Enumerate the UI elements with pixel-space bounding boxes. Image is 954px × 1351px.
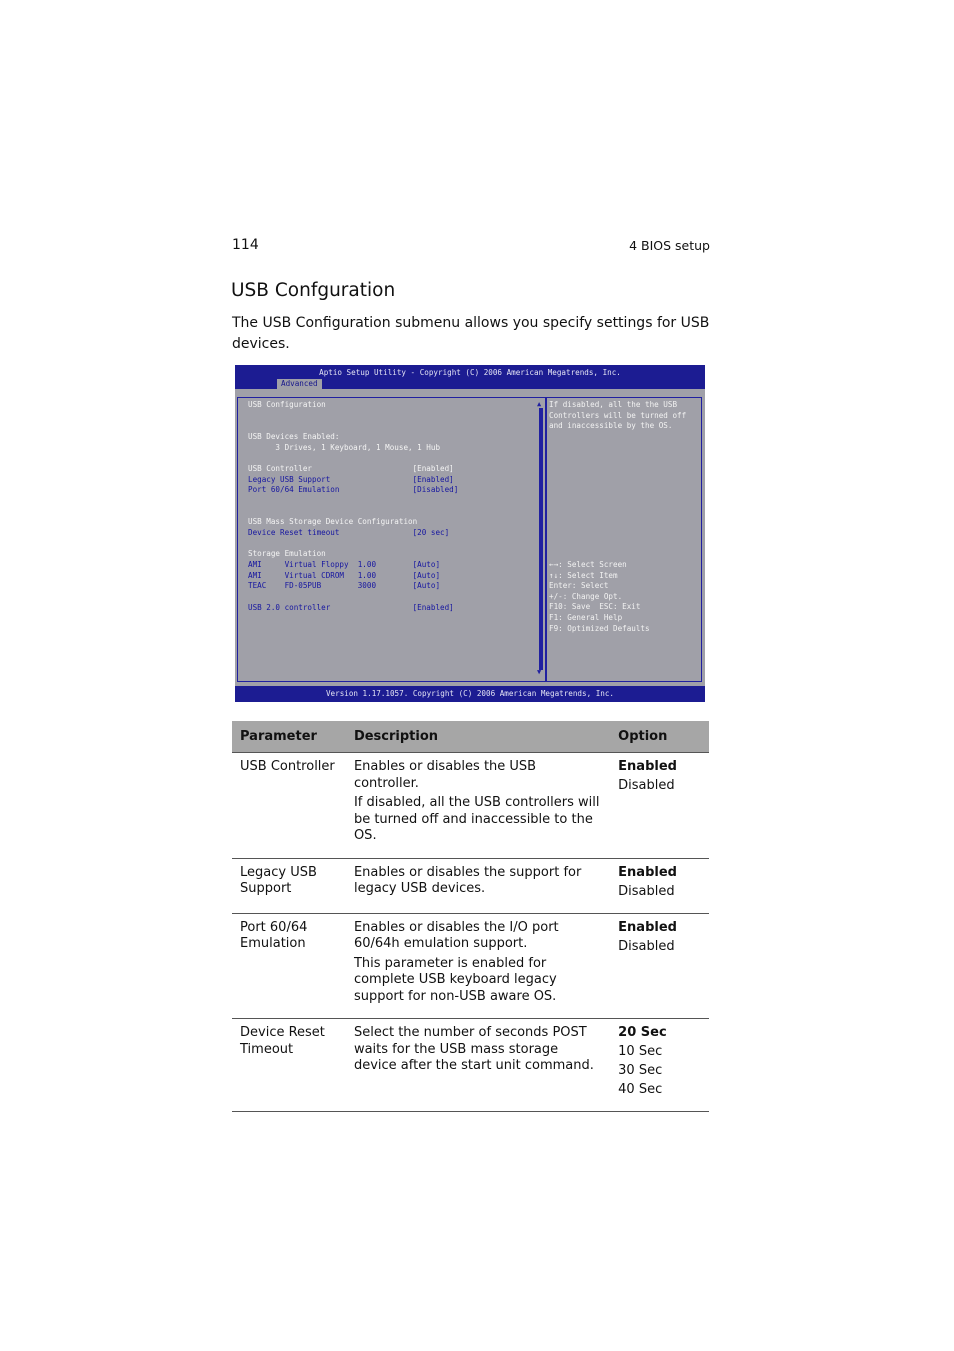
table-row — [232, 858, 709, 913]
param-cell: Device Reset Timeout — [232, 1019, 346, 1112]
bios-usb-devices-value: 3 Drives, 1 Keyboard, 1 Mouse, 1 Hub — [248, 443, 441, 452]
bios-scrollbar — [539, 408, 543, 670]
option-default: Enabled — [618, 919, 677, 935]
description-text: Enables or disables the support for legacy USB devices. — [353, 864, 582, 896]
bios-key-legend: ←→: Select Screen ↑↓: Select Item Enter: Select +/-: Change Opt. F10: Save ESC: Exit F1: General Help F9: Optimized Defaults — [549, 560, 650, 633]
col-header-description: Description — [346, 721, 610, 753]
bios-divider — [545, 397, 547, 682]
bios-item-usb2-controller: USB 2.0 controller [Enabled] — [248, 603, 454, 612]
bios-usb-devices-label: USB Devices Enabled: — [248, 432, 340, 441]
param-cell: Port 60/64 Emulation — [232, 913, 346, 1019]
col-header-parameter: Parameter — [232, 721, 346, 753]
param-cell: Legacy USB Support — [232, 858, 346, 913]
description-text: Enables or disables the I/O port 60/64h emulation support. — [353, 919, 559, 951]
bios-heading-mass-storage: USB Mass Storage Device Configuration — [248, 517, 418, 526]
description-cell — [346, 753, 610, 859]
bios-item-teac: TEAC FD-05PUB 3000 [Auto] — [248, 581, 441, 590]
parameter-table — [232, 721, 709, 1112]
description-text: This parameter is enabled for complete USB keyboard legacy support for non-USB aware OS. — [353, 955, 557, 1004]
bios-tab-advanced: Advanced — [277, 379, 322, 389]
bios-item-legacy-usb: Legacy USB Support [Enabled] — [248, 475, 454, 484]
bios-item-virtual-floppy: AMI Virtual Floppy 1.00 [Auto] — [248, 560, 441, 569]
option-cell — [610, 1019, 709, 1112]
bios-footer: Version 1.17.1057. Copyright (C) 2006 American Megatrends, Inc. — [235, 686, 705, 702]
description-text: Enables or disables the USB controller. — [353, 759, 537, 791]
bios-item-virtual-cdrom: AMI Virtual CDROM 1.00 [Auto] — [248, 571, 441, 580]
option-value: Disabled — [618, 938, 675, 954]
col-header-option: Option — [610, 721, 709, 753]
section-title: USB Confguration — [231, 280, 396, 301]
option-value: 30 Sec — [618, 1063, 663, 1078]
option-cell — [610, 913, 709, 1019]
table-row — [232, 913, 709, 1019]
table-row — [232, 753, 709, 859]
page-number: 114 — [232, 237, 259, 253]
description-cell — [346, 1019, 610, 1112]
option-default: Enabled — [618, 759, 677, 774]
option-cell — [610, 753, 709, 859]
option-value: 10 Sec — [618, 1044, 663, 1059]
scroll-down-arrow-icon: ▼ — [537, 668, 542, 676]
bios-title: Aptio Setup Utility - Copyright (C) 2006 American Megatrends, Inc. — [319, 368, 621, 377]
option-value: Disabled — [618, 883, 675, 899]
description-text: If disabled, all the USB controllers will be turned off and inaccessible to the OS. — [353, 795, 600, 843]
description-text: Select the number of seconds POST waits for the USB mass storage device after the start unit command. — [353, 1025, 594, 1073]
option-value: 40 Sec — [618, 1082, 663, 1097]
bios-item-usb-controller: USB Controller [Enabled] — [248, 464, 454, 473]
param-cell: USB Controller — [232, 753, 346, 859]
option-default: 20 Sec — [618, 1025, 667, 1040]
scroll-up-arrow-icon: ▲ — [537, 400, 542, 408]
bios-header-bar — [235, 365, 705, 389]
chapter-title: 4 BIOS setup — [629, 238, 710, 253]
bios-screenshot — [235, 365, 705, 702]
option-value: Disabled — [618, 778, 675, 793]
bios-heading-usb-configuration: USB Configuration — [248, 400, 326, 409]
description-cell — [346, 913, 610, 1019]
option-cell — [610, 858, 709, 913]
bios-help-text: If disabled, all the the USB Controllers will be turned off and inaccessible by the OS. — [549, 400, 687, 431]
table-row — [232, 1019, 709, 1112]
bios-item-device-reset: Device Reset timeout [20 sec] — [248, 528, 450, 537]
bios-item-port-emulation: Port 60/64 Emulation [Disabled] — [248, 485, 459, 494]
bios-heading-storage-emulation: Storage Emulation — [248, 549, 326, 558]
description-cell — [346, 858, 610, 913]
table-header-row — [232, 721, 709, 753]
option-default: Enabled — [618, 864, 677, 880]
intro-paragraph: The USB Configuration submenu allows you specify settings for USB devices. — [232, 315, 710, 352]
